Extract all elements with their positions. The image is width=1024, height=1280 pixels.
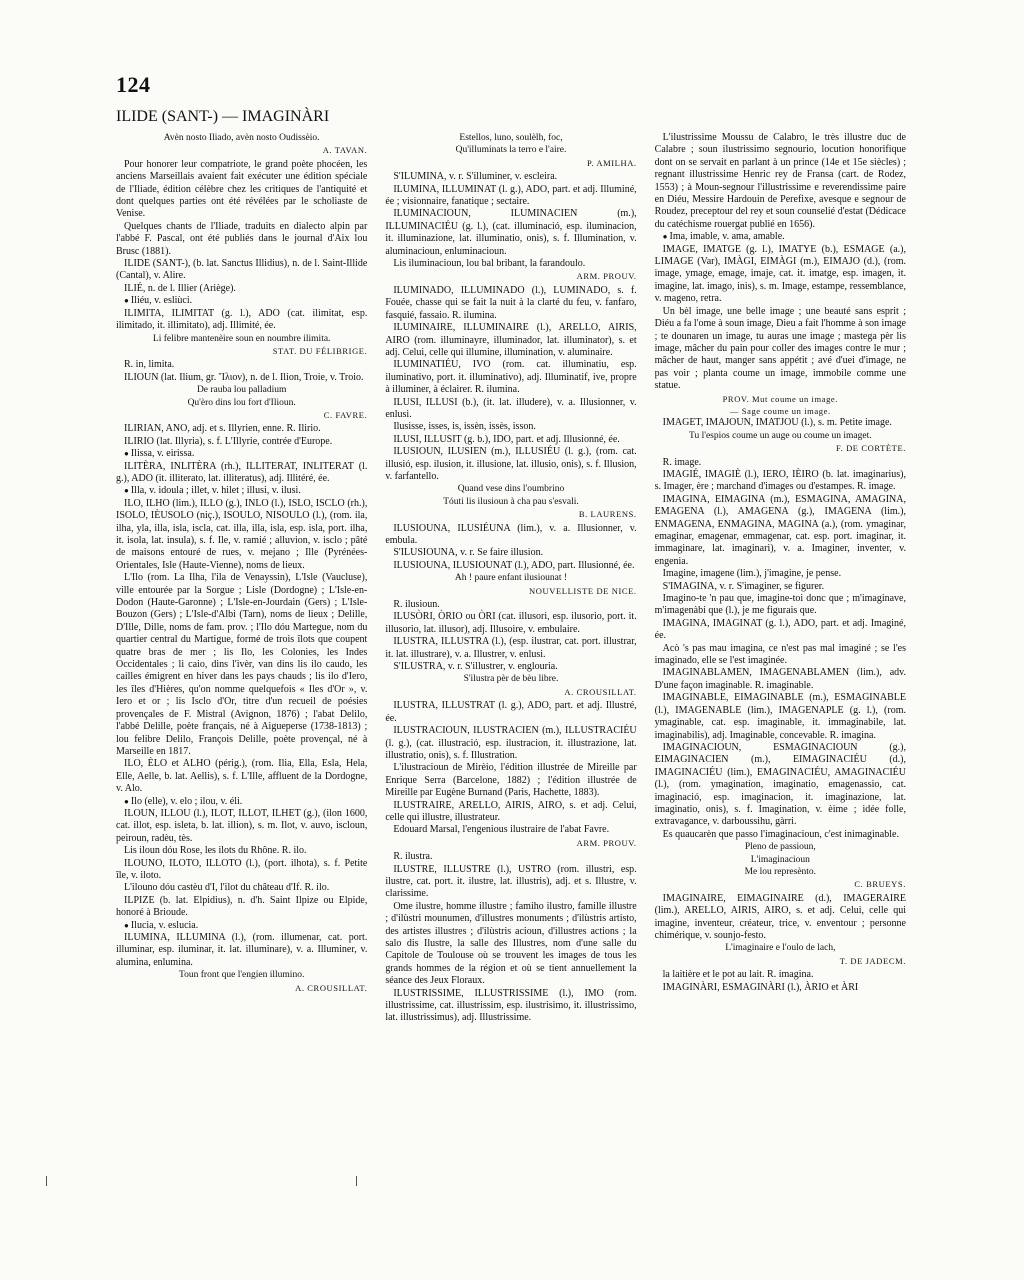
dictionary-entry: ILUSÒRI, ÒRIO ou ÒRI (cat. illusori, esp. ilusorio, port. it. illusorio, lat. illusor), adj. Illusoire, v. embulaire. — [385, 611, 637, 635]
verse-line: Quand vese dins l'oumbrino — [457, 484, 565, 495]
dictionary-entry: ILUMINA, ILLUMINAT (l. g.), ADO, part. et adj. Illuminé, ée ; visionnaire, fanatique ; sectaire. — [385, 183, 637, 208]
verse-line: Me lou represènto. — [744, 866, 817, 877]
verse-line: Ah ! paure enfant ilusiounat ! — [454, 573, 568, 584]
dictionary-entry: IMAGE, IMATGE (g. l.), IMATYE (b.), ESMAGE (a.), LIMAGE (Var), IMÀGI, EIMÀGI (m.), EIMAJO (d.), (rom. image, ymage, emage, imaje, cat. it. imatge, esp. imagen, it. imagine, lat. imago, inis), s. m. Image, estampe, ressemblance, v. mageno, retra. — [654, 243, 906, 305]
dictionary-entry: la laitière et le pot au lait. R. imagina. — [662, 969, 814, 981]
dictionary-entry: R. ilusioun. — [393, 599, 440, 611]
citation-author: T. DE JADECM. — [839, 955, 906, 966]
dictionary-entry: IMAGINACIOUN, ESMAGINACIOUN (g.), EIMAGINACIEN (m.), EIMAGINACIÉU (d.), IMAGINACIÉU (lim.), EMAGINACIÉU, AMAGINACIÉU (l.), (rom. ymaginatíon, imaginatio, emagenassio, cat. imaginació, esp. imaginacion, it. imaginazione, lat. imaginatio, onis), s. f. Imagination, v. èime ; idée folle, extravagance, v. darboussihu, gàrri. — [654, 741, 906, 828]
margin-mark — [356, 1176, 357, 1186]
dictionary-entry: ILUMINACIOUN, ILUMINACIEN (m.), ILLUMINACIÉU (g. l.), (cat. illuminació, esp. iluminacion, it. illuminazione, lat. illuminatio, onis), s. f. Illumination, v. aluminacioun, enluminacioun. — [385, 208, 637, 257]
dictionary-entry: ILUSIOUN, ILUSIEN (m.), ILLUSIÉU (l. g.), (rom. cat. illusió, esp. ilusion, it. illusione, lat. illusio, onis), s. f. Illusion, v. farfantello. — [385, 446, 637, 482]
verse-line: L'imaginacioun — [750, 854, 810, 865]
dictionary-entry: R. in, limita. — [124, 359, 175, 371]
dictionary-entry: ILUMINADO, ILLUMINADO (l.), LUMINADO, s. f. Fouée, chasse qui se fait la nuit à la clarté du feu, v. fanfaro, fasquié, fassaio. R. ilumina. — [385, 284, 637, 321]
dictionary-entry: ILUSI, ILLUSI (b.), (it. lat. illudere), v. a. Illusionner, v. enlusi. — [385, 396, 637, 420]
dictionary-entry: ILIDE (SANT-), (b. lat. Sanctus Illidius), n. de l. Saint-Illide (Cantal), v. Alire. — [116, 258, 368, 282]
dictionary-entry: S'ILUSIOUNA, v. r. Se faire illusion. — [393, 547, 544, 559]
dictionary-entry: IMAGINA, EIMAGINA (m.), ESMAGINA, AMAGINA, EMAGENA (l.), AMAGENA (g.), IMAGENA (lim.), ENMAGENA, ENMAGINA, MAGINA (a.), (rom. ymaginar, emaginar, emagenar, emmagenar, cat. esp. port. imaginar, it. immaginare, lat. imaginari), v. a. Imaginer, inventer, v. engenia. — [654, 493, 906, 567]
dictionary-entry: IMAGINABLE, EIMAGINABLE (m.), ESMAGINABLE (l.), IMAGENABLE (lim.), IMAGENAPLE (g. l.), (rom. ymaginable, cat. esp. imaginable, it. immaginabile, lat. imaginabilis), adj. Imaginable, concevable. R. imagina. — [654, 692, 906, 741]
proverb: PROV. Mut coume un image. — [722, 393, 839, 404]
dictionary-entry: L'ilustrissime Moussu de Calabro, le très illustre duc de Calabre ; soun ilustrissimo segnourio, locution honorifique dont on se servait en parlant à un prince (14e et 15e siècles) ; regnant illustrissime Henric rey de Fransa (cart. de Rodez, 1553) ; à Moun-segnour l'illustrissime e reverendissime paire en Diéu, Messire Hardouin de Perefixe, avesque e segnour de Roudez, preceptour del rey et soun counselié d'estat (Dédicace du catéchisme rouergat publié en 1656). — [654, 132, 906, 230]
text-columns — [116, 132, 906, 1025]
verse-line: Qu'illuminats la terro e l'aire. — [455, 145, 567, 156]
cross-reference-entry: ● Ima, imable, v. ama, amable. — [655, 231, 906, 243]
citation-author: B. LAURENS. — [578, 509, 637, 520]
dictionary-entry: L'ilustracioun de Mirèio, l'édition illustrée de Mireille par Enrique Serra (Barcelone, 1882) ; l'édition illustrée de Mireille par Eugène Burnand (Paris, Hachette, 1883). — [385, 762, 637, 799]
cross-reference-entry: ● Ilissa, v. eirissa. — [116, 448, 367, 460]
page-number: 124 — [116, 72, 151, 97]
dictionary-entry: ILIMITA, ILIMITAT (g. l.), ADO (cat. ilimitat, esp. ilimitado, it. illimitato), adj. Illimité, ée. — [116, 307, 368, 332]
dictionary-entry: R. ilustra. — [393, 851, 433, 863]
citation-author: STAT. DU FÉLIBRIGE. — [272, 345, 368, 356]
dictionary-entry: IMAGET, IMAJOUN, IMATJOU (l.), s. m. Petite image. — [662, 417, 892, 429]
dictionary-entry: IMAGIÉ, IMAGIÈ (l.), IERO, IÈIRO (b. lat. imaginarius), s. Imager, ère ; marchand d'images ou d'estampes. R. image. — [654, 468, 906, 493]
dictionary-entry: ILOUN, ILLOU (l.), ILOT, ILLOT, ILHET (g.), (ilon 1600, cat. illot, esp. isleta, b. lat. illion), s. m. Ilot, v. auvo, iscloun, peiroun, radèu, tès. — [116, 807, 368, 844]
verse-line: Li felibre mantenèire soun en noumbre ilimita. — [152, 333, 331, 344]
dictionary-entry: ILIÉ, n. de l. Illier (Ariège). — [124, 282, 236, 294]
column-right — [655, 132, 906, 1025]
dictionary-entry: Edouard Marsal, l'engenious ilustraire de l'abat Favre. — [393, 824, 610, 836]
citation-author: A. CROUSILLAT. — [564, 686, 637, 697]
dictionary-entry: Es quaucarèn que passo l'imaginacioun, c'est inimaginable. — [662, 828, 899, 840]
dictionary-entry: ILO, ÈLO et ALHO (périg.), (rom. Ilia, Ella, Esla, Hela, Elle, Aelle, b. lat. Aellis), s. f. L'Ille, affluent de la Dordogne, v. Alo. — [116, 758, 368, 795]
citation-author: C. BRUEYS. — [854, 879, 906, 890]
dictionary-entry: Un bèl image, une belle image ; une beauté sans esprit ; Diéu a fa l'ome à soun image, Dieu a fait l'homme à son image ; te dounaren un image, tu auras une image ; mastega pèr lis image, mâcher du pain pour coller des images contre le mur ; mâcher de haut, manger sans appétit ; avé d'uei d'image, ne pas voir ; planta coume un image, immobile comme une statue. — [654, 305, 906, 392]
verse-line: De rauba lou palladium — [196, 385, 287, 396]
citation-author: C. FAVRE. — [323, 409, 368, 420]
dictionary-entry: Pour honorer leur compatriote, le grand poète phocéen, les anciens Marseillais avaient fait exécuter une édition spéciale de l'Iliade, édition célèbre chez les critiques de l'antiquité et dont quelques parties ont été révélées par le scholiaste de Venise. — [116, 158, 368, 220]
dictionary-entry: ILUMINAIRE, ILLUMINAIRE (l.), ARELLO, AIRIS, AIRO (rom. illuminayre, illuminador, lat. illuminator), s. et adj. Celui, celle qui illumine, illumination, v. aluminaire. — [385, 322, 637, 358]
verse-line: Tu l'espios coume un auge ou coume un imaget. — [689, 430, 872, 441]
citation-author: NOUVELLISTE DE NICE. — [529, 585, 637, 596]
dictionary-entry: S'ILUSTRA, v. r. S'illustrer, v. englouria. — [393, 661, 558, 673]
dictionary-entry: ILIOUN (lat. Ilium, gr. Ἴλιον), n. de l. Ilion, Troie, v. Troio. — [124, 371, 364, 383]
verse-line: Estellos, luno, soulèlh, foc, — [459, 133, 563, 143]
verse-line: Tóuti lis ilusioun à cha pau s'esvali. — [443, 496, 579, 507]
dictionary-entry: ILPIZE (b. lat. Elpidius), n. d'h. Saint Ilpize ou Elpide, honoré à Brioude. — [116, 894, 368, 919]
citation-author: P. AMILHA. — [586, 157, 637, 168]
dictionary-entry: Quelques chants de l'Iliade, traduits en dialecto alpin par l'abbé F. Pascal, ont été publiés dans le journal d'Aix lou Brusc (1881). — [116, 220, 368, 257]
dictionary-entry: ILUSTRA, ILLUSTRA (l.), (esp. ilustrar, cat. port. illustrar, it. lat. illustrare), v. a. Illustrer, v. enlusi. — [385, 636, 637, 660]
verse-line: Pleno de passioun, — [744, 842, 816, 853]
cross-reference-entry: ● Ilucia, v. esluciа. — [116, 920, 367, 932]
dictionary-entry: L'ilouno dóu castèu d'I, l'ilot du château d'If. R. ilo. — [124, 882, 330, 894]
cross-reference-entry: ● Illa, v. idoula ; illet, v. hilet ; illusi, v. ilusi. — [116, 485, 367, 497]
dictionary-entry: L'Ilo (rom. La Ilha, l'ila de Venayssin), L'Isle (Vaucluse), ville entourée par la Sorgue ; Lisle (Dordogne) ; L'Isle-en-Dodon (Haute-Garonne) ; L'Isle-en-Jourdain (Gers) ; L'Isle-Bouzon (Gers) ; L'Isle-d'Albi (Tarn), noms de lieux ; Delille, D'Ille, Dille, noms de fam. prov. ; l'Ilo dóu Martegue, nom du quartier central du Martigue, formé de trois îlots que coupent quatre bras de mer ; lis Ilo, les Colonies, les Indes Occidentales ; li caio, dins l'ivèr, van dins lis ilo caudo, les cailles émigrent en hiver dans les pays chauds ; lis ilo d'Iero, les îles d'Hières, qu'on nomme quelquefois « Iles d'Or », v. Iero et or ; lis Isclo d'Or, titre d'un recueil de poésies provençales de F. Mistral (Avignon, 1876) ; l'abat Delilo, l'abbé Delille, poète français, né à Aigueperse (1738-1813) ; lou felibre Delilo, François Delille, poète provençal, né à Marseille en 1817. — [116, 572, 368, 757]
dictionary-entry: Ilusisse, isses, is, issèn, issès, isson. — [393, 421, 536, 433]
dictionary-entry: R. image. — [662, 456, 702, 468]
dictionary-entry: ILO, ILHO (lim.), ILLO (g.), INLO (l.), ISLO, ISCLO (rh.), ISOLO, IÈUSOLO (niç.), ISOULO, NISOULO (l.), (rom. ila, ilha, yla, illa, isla, iscla, cat. illa, illa, isla, esp. isla, port. ilha, it. isola, lat. insula), s. f. Ile, v. ramié ; alluvion, v. isclo ; pâté de maisons entouré de rues, v. mejano ; Ille (Pyrénées-Orientales, Isle (Haute-Vienne), noms de lieux. — [116, 497, 368, 571]
dictionary-entry: ILUSTRE, ILLUSTRE (l.), USTRO (rom. illustri, esp. ilustre, cat. port. it. ilustre, lat. illustris), adj. et s. Illustre, v. clarissime. — [385, 863, 637, 900]
dictionary-entry: ILUSTRAIRE, ARELLO, AIRIS, AIRO, s. et adj. Celui, celle qui illustre, illustrateur. — [385, 799, 637, 823]
dictionary-entry: ILIRIAN, ANO, adj. et s. Illyrien, enne. R. Ilirio. — [124, 423, 321, 435]
dictionary-entry: S'ILUMINA, v. r. S'illuminer, v. escleira. — [393, 171, 558, 183]
cross-reference-entry: ● Iliéu, v. esliùci. — [116, 295, 367, 307]
verse-line: L'imaginaire e l'oulo de lach, — [725, 943, 836, 954]
dictionary-entry: ILOUNO, ILOTO, ILLOTO (l.), (port. ilhota), s. f. Petite île, v. iloto. — [116, 857, 368, 881]
dictionary-entry: IMAGINÀRI, ESMAGINÀRI (l.), ÀRIO et ÀRI — [662, 981, 859, 993]
dictionary-entry: Imagino-te 'n pau que, imagine-toi donc que ; m'imaginave, m'imagenàbi que (l.), je me figurais que. — [654, 593, 906, 617]
verse-line: Avèn nosto Iliado, avèn nosto Oudissèio. — [163, 133, 320, 143]
dictionary-entry: Ome ilustre, homme illustre ; famiho ilustro, famille illustre ; d'ilùstri mounumen, d'illustres monuments ; d'ilùstris artisto, des artistes illustres ; d'ilùstris acioun, d'illustres actions ; la salo dis Ilustre, la salle des Illustres, nom d'une salle du Capitole de Toulouse où se trouvent les images de tous les grands hommes de la région et où se tient annuellement la séance des Jeux Floraux. — [385, 900, 637, 987]
dictionary-entry: S'IMAGINA, v. r. S'imaginer, se figurer. — [662, 580, 825, 592]
dictionary-entry: ILUSIOUNA, ILUSIOUNAT (l.), ADO, part. Illusionné, ée. — [393, 559, 635, 571]
citation-author: F. DE CORTÈTE. — [835, 443, 906, 454]
dictionary-entry: Acò 's pas mau imagina, ce n'est pas mal imaginé ; se l'es imaginado, elle se l'est imaginée. — [654, 642, 906, 667]
dictionary-entry: ILUMINATIÉU, IVO (rom. cat. illuminatiu, esp. iluminativo, port. it. illuminativo), adj. Illuminatif, ive, propre à illuminer, à éclairer. R. ilumina. — [385, 359, 637, 396]
dictionary-entry: ILITÈRA, INLITÈRA (rh.), ILLITERAT, INLITERAT (l. g.), ADO (it. illiterato, lat. illiteratus), adj. Illitéré, ée. — [116, 460, 368, 484]
page-header — [116, 72, 906, 108]
verse-line: Toun front que l'engien illumino. — [179, 970, 305, 981]
dictionary-entry: Lis iloun dóu Rose, les ilots du Rhône. R. ilo. — [124, 845, 307, 857]
citation-author: ARM. PROUV. — [576, 271, 637, 282]
dictionary-entry: Lis iluminacioun, lou bal bribant, la farandoulo. — [393, 258, 586, 270]
column-left — [116, 132, 367, 1025]
running-title: ILIDE (SANT-) — IMAGINÀRI — [116, 108, 330, 125]
dictionary-entry: ILUSTRA, ILLUSTRAT (l. g.), ADO, part. et adj. Illustré, ée. — [385, 700, 637, 724]
margin-mark — [46, 1176, 47, 1186]
dictionary-entry: IMAGINABLAMEN, IMAGENABLAMEN (lim.), adv. D'une façon imaginable. R. imaginable. — [654, 667, 906, 691]
dictionary-entry: ILUSTRISSIME, ILLUSTRISSIME (l.), IMO (rom. illustrissime, cat. illustrissim, esp. ilustrisimo, it. illustrissimo, lat. illustrissimus), adj. Illustrissime. — [385, 987, 637, 1024]
dictionary-entry: IMAGINA, IMAGINAT (g. l.), ADO, part. et adj. Imaginé, ée. — [654, 617, 906, 642]
dictionary-entry: IMAGINAIRE, EIMAGINAIRE (d.), IMAGERAIRE (lim.), ARELLO, AIRIS, AIRO, s. et adj. Celui, celle qui imagine, inventeur, créateur, trice, v. enventour ; personne chimérique, v. sounjo-festo. — [654, 892, 906, 941]
dictionary-entry: ILUMINA, ILLUMINA (l.), (rom. illumenar, cat. port. illuminar, esp. iluminar, it. lat. illuminare), v. a. Illuminer, v. alumina, enlumina. — [116, 932, 368, 968]
column-middle — [385, 132, 636, 1025]
dictionary-entry: ILUSTRACIOUN, ILUSTRACIEN (m.), ILLUSTRACIÉU (l. g.), (cat. illustració, esp. ilustracion, it. illustrazione, lat. illustratio, onis), s. f. Illustration. — [385, 725, 637, 761]
dictionary-entry: Imagine, imagene (lim.), j'imagine, je pense. — [662, 568, 842, 580]
dictionary-entry: ILUSI, ILLUSIT (g. b.), IDO, part. et adj. Illusionné, ée. — [393, 433, 620, 445]
verse-line: Qu'èro dins lou fort d'Ilioun. — [187, 397, 296, 408]
citation-author: A. CROUSILLAT. — [295, 982, 368, 993]
cross-reference-entry: ● Ilo (elle), v. elo ; ilou, v. éli. — [116, 796, 367, 808]
dictionary-entry: ILUSIOUNA, ILUSIÉUNA (lim.), v. a. Illusionner, v. embula. — [385, 522, 637, 546]
dictionary-entry: ILIRIO (lat. Illyria), s. f. L'Illyrie, contrée d'Europe. — [124, 435, 333, 447]
citation-author: ARM. PROUV. — [576, 837, 637, 848]
proverb: — Sage coume un image. — [729, 405, 831, 416]
verse-line: S'ilustra pèr de bèu libre. — [463, 674, 559, 685]
citation-author: A. TAVAN. — [322, 145, 368, 156]
